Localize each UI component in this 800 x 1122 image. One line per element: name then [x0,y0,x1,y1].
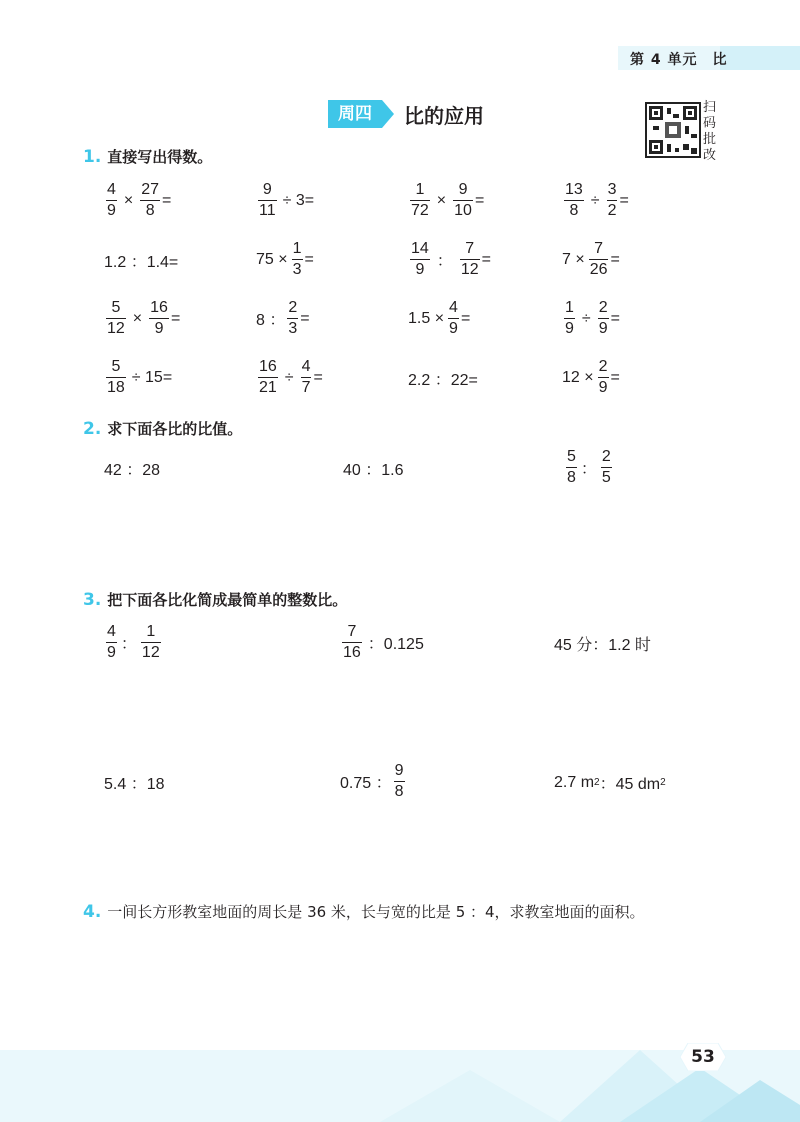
question-3-text: 把下面各比化简成最简单的整数比。 [107,591,348,609]
calc-expression: 2.2 ：22= [408,372,478,389]
qr-label: 扫码批改 [703,100,717,163]
calc-expression: 1.2 ：1.4= [104,254,179,271]
question-3-heading [83,589,347,610]
unit-label: 第 4 单元 比 [630,52,728,68]
ratio-expression: 40 ：1.6 [343,462,404,479]
ratio-expression: 2.7 m 2 ：45 dm 2 [554,773,666,793]
question-1-text: 直接写出得数。 [107,148,213,166]
calc-expression: $\frac{16}{21}$ ÷ $\frac{4}{7}$ = [259,358,323,396]
question-2-number: 2. [83,419,102,439]
calc-expression: $\frac{4}{9}$ × $\frac{27}{8}$ = [107,181,172,219]
question-2-heading [83,418,242,439]
ratio-expression: 42 ：28 [104,462,161,479]
question-1-heading [83,146,212,167]
ratio-expression: 0.75 ： $\frac{9}{8}$ [340,762,404,800]
ratio-expression: 5.4 ：18 [104,776,165,793]
question-3-number: 3. [83,590,102,610]
ratio-expression: $\frac{7}{16}$ ：0.125 [343,623,424,661]
week-badge: 周四 [328,100,382,128]
calc-expression: $\frac{13}{8}$ ÷ $\frac{3}{2}$ = [565,181,629,219]
calc-expression: $\frac{1}{72}$ × $\frac{9}{10}$ = [411,181,485,219]
qr-code-icon[interactable] [645,102,701,158]
calc-expression: 12 × $\frac{2}{9}$ = [562,358,620,396]
ratio-expression: $\frac{4}{9}$ ： $\frac{1}{12}$ [107,623,160,661]
calc-expression: $\frac{14}{9}$ ： $\frac{7}{12}$ = [411,240,491,278]
calc-expression: $\frac{9}{11}$ ÷ 3= [259,181,315,219]
calc-expression: 7 × $\frac{7}{26}$ = [562,240,620,278]
question-4-heading [83,901,645,922]
lesson-title: 比的应用 [404,103,484,128]
calc-expression: $\frac{5}{18}$ ÷ 15= [107,358,173,396]
calc-expression: 1.5 × $\frac{4}{9}$ = [408,299,471,337]
calc-expression: $\frac{5}{12}$ × $\frac{16}{9}$ = [107,299,181,337]
calc-expression: 8 ： $\frac{2}{3}$ = [256,299,310,337]
lesson-title-bar [328,100,484,128]
calc-expression: $\frac{1}{9}$ ÷ $\frac{2}{9}$ = [565,299,620,337]
question-4-number: 4. [83,902,102,922]
page-number: 53 [691,1047,715,1067]
question-1-number: 1. [83,147,102,167]
unit-header-stripe [720,46,800,70]
question-4-text: 一间长方形教室地面的周长是 36 米，长与宽的比是 5 ：4，求教室地面的面积。 [107,903,645,921]
calc-expression: 75 × $\frac{1}{3}$ = [256,240,314,278]
ratio-expression: $\frac{5}{8}$ ： $\frac{2}{5}$ [567,448,611,486]
ratio-expression: 45 分：1.2 时 [554,637,651,654]
question-2-text: 求下面各比的比值。 [107,420,243,438]
